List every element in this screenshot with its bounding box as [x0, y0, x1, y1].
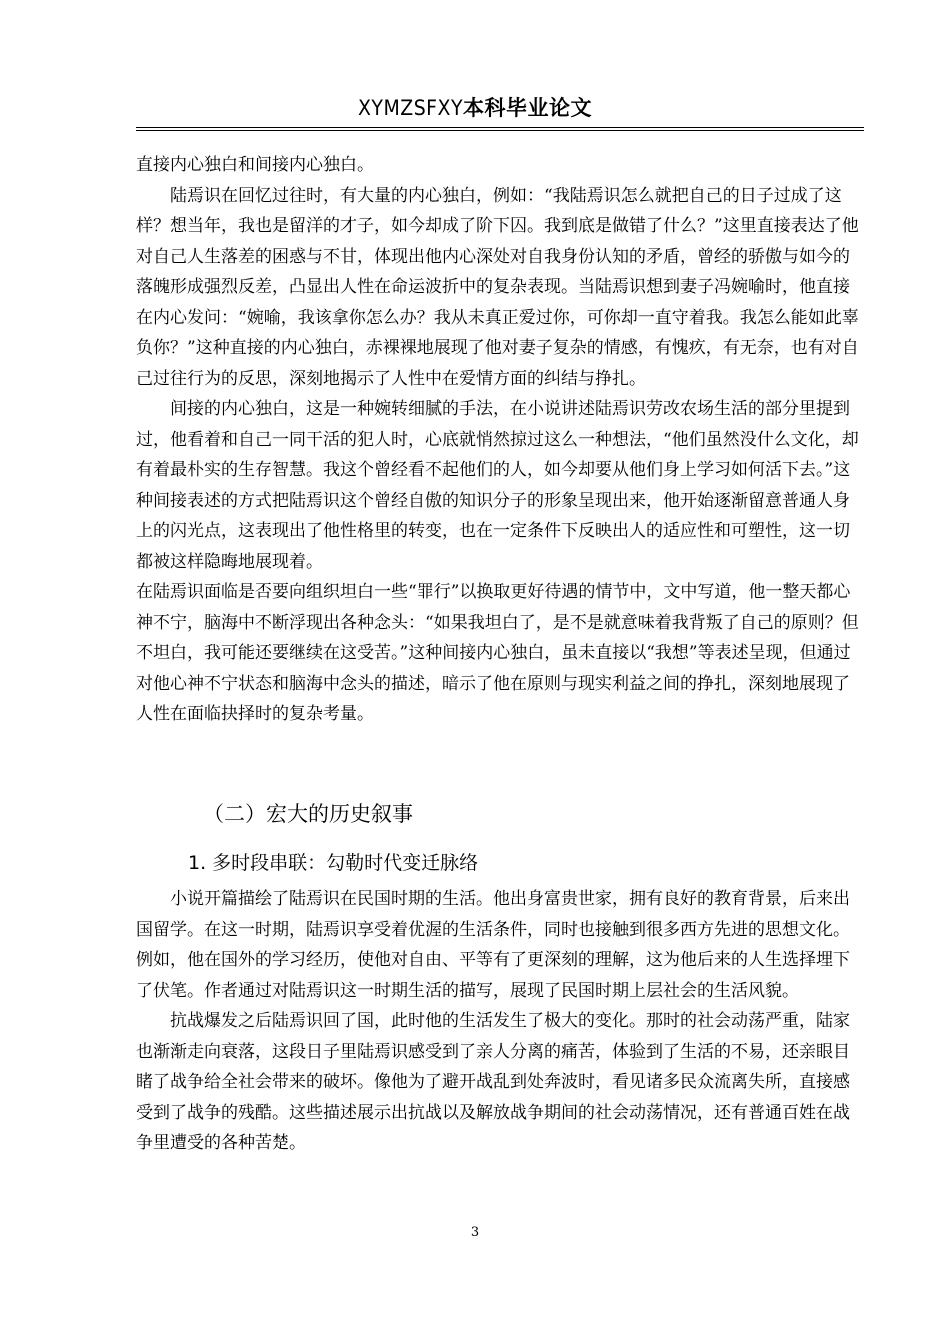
- page-number: 3: [470, 1225, 480, 1240]
- running-header: [0, 92, 950, 122]
- section-heading: （二）宏大的历史叙事: [203, 802, 413, 826]
- paragraph-confession-example: 在陆焉识面临是否要向组织坦白一些“罪行”以换取更好待遇的情节中，文中写道，他一整天都心神不宁，脑海中不断浮现出各种念头：“如果我坦白了，是不是就意味着我背叛了自己的原则？但不坦白，我可能还要继续在这受苦。”这种间接内心独白，虽未直接以“我想”等表述呈现，但通过对他心神不宁状态和脑海中念头的描述，暗示了他在原则与现实利益之间的挣扎，深刻地展现了人性在面临抉择时的复杂考量。: [136, 582, 859, 724]
- subsection-heading: 1. 多时段串联：勾勒时代变迁脉络: [188, 852, 479, 874]
- body-block-1: [136, 150, 866, 730]
- paragraph-republic-era: 小说开篇描绘了陆焉识在民国时期的生活。他出身富贵世家，拥有良好的教育背景，后来出国留学。在这一时期，陆焉识享受着优渥的生活条件，同时也接触到很多西方先进的思想文化。例如，他在国外的学习经历，使他对自由、平等有了更深刻的理解，这为他后来的人生选择埋下了伏笔。作者通过对陆焉识这一时期生活的描写，展现了民国时期上层社会的生活风貌。: [136, 889, 850, 1001]
- body-block-2: [136, 884, 866, 1159]
- header-rule: [136, 127, 864, 131]
- paragraph-indirect-monologue: 间接的内心独白，这是一种婉转细腻的手法，在小说讲述陆焉识劳改农场生活的部分里提到过，他看着和自己一同干活的犯人时，心底就悄然掠过这么一种想法，“他们虽然没什么文化，却有着最朴实的生存智慧。我这个曾经看不起他们的人，如今却要从他们身上学习如何活下去。”这种间接表述的方式把陆焉识这个曾经自傲的知识分子的形象呈现出来，他开始逐渐留意普通人身上的闪光点，这表现出了他性格里的转变，也在一定条件下反映出人的适应性和可塑性，这一切都被这样隐晦地展现着。: [136, 399, 859, 572]
- thesis-type-label: 本科毕业论文: [463, 96, 593, 120]
- thesis-code: XYMZSFXY: [357, 96, 464, 120]
- paragraph-continuation: 直接内心独白和间接内心独白。: [136, 155, 374, 175]
- paragraph-direct-monologue: 陆焉识在回忆过往时，有大量的内心独白，例如：“我陆焉识怎么就把自己的日子过成了这样？想当年，我也是留洋的才子，如今却成了阶下囚。我到底是做错了什么？”这里直接表达了他对自己人生落差的困惑与不甘，体现出他内心深处对自我身份认知的矛盾，曾经的骄傲与如今的落魄形成强烈反差，凸显出人性在命运波折中的复杂表现。当陆焉识想到妻子冯婉喻时，他直接在内心发问：“婉喻，我该拿你怎么办？我从未真正爱过你，可你却一直守着我。我怎么能如此辜负你？”这种直接的内心独白，赤裸裸地展现了他对妻子复杂的情感，有愧疚，有无奈，也有对自己过往行为的反思，深刻地揭示了人性中在爱情方面的纠结与挣扎。: [136, 185, 859, 389]
- paragraph-war-era: 抗战爆发之后陆焉识回了国，此时他的生活发生了极大的变化。那时的社会动荡严重，陆家也渐渐走向衰落，这段日子里陆焉识感受到了亲人分离的痛苦，体验到了生活的不易，还亲眼目睹了战争给全社会带来的破坏。像他为了避开战乱到处奔波时，看见诸多民众流离失所，直接感受到了战争的残酷。这些描述展示出抗战以及解放战争期间的社会动荡情况，还有普通百姓在战争里遭受的各种苦楚。: [136, 1011, 850, 1153]
